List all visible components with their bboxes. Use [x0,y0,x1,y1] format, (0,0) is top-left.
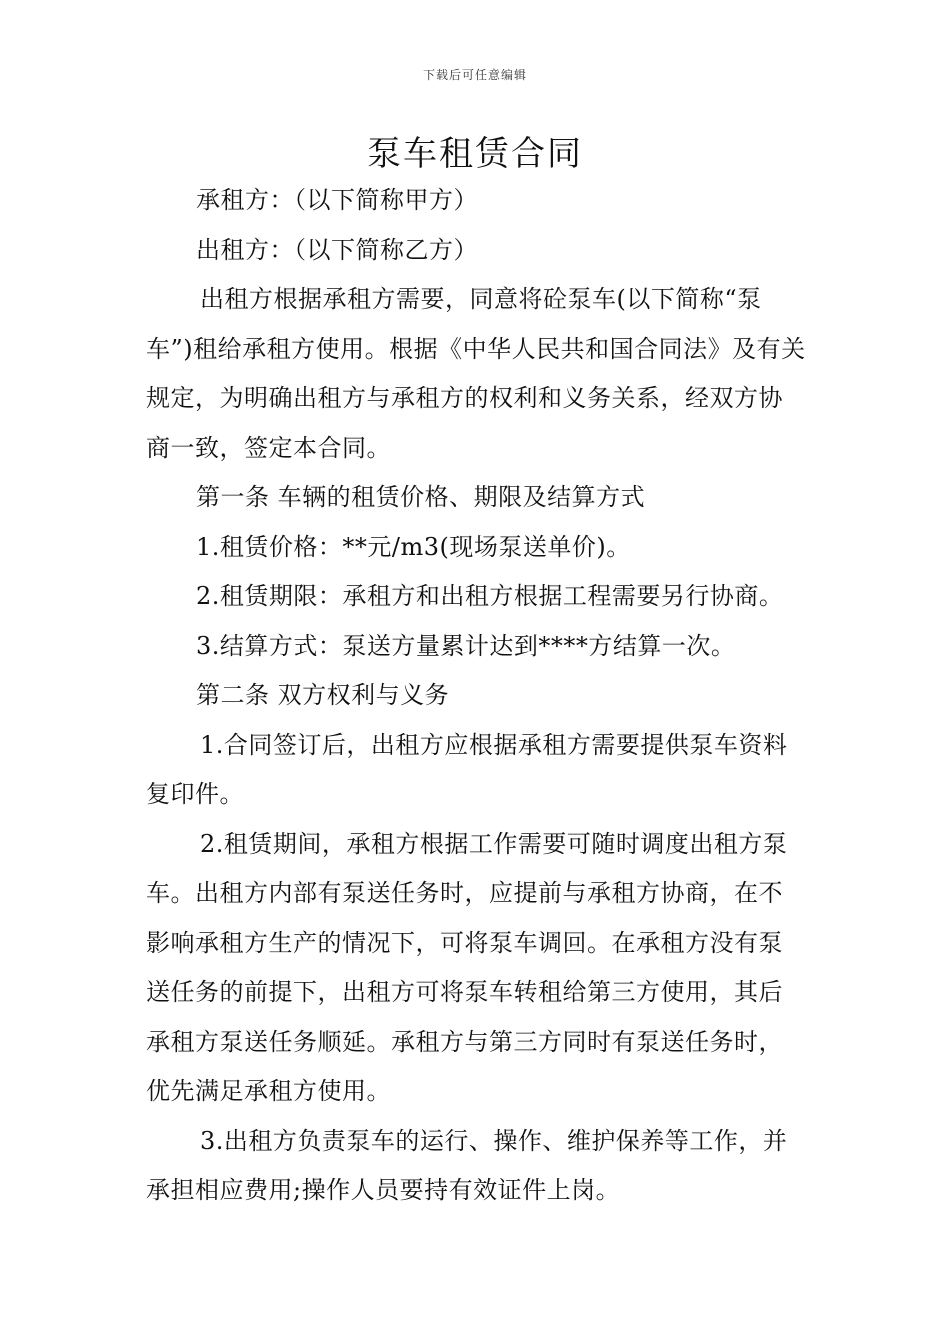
article-1-item-3: 3.结算方式：泵送方量累计达到****方结算一次。 [196,631,736,660]
article-2-heading: 第二条 双方权利与义务 [196,681,450,709]
page-header-note: 下载后可任意编辑 [422,68,527,82]
article-2-item-3: 3.出租方负责泵车的运行、操作、维护保养等工作，并承担相应费用;操作人员要持有效证件上岗。 [146,1126,788,1204]
article-1-item-1: 1.租赁价格：**元/m3(现场泵送单价)。 [196,532,631,561]
party-lessee-line: 承租方：（以下简称甲方） [196,186,478,214]
document-body [146,176,806,1216]
intro-paragraph: 出租方根据承租方需要，同意将砼泵车(以下简称“泵车”)租给承租方使用。根据《中华人民共和国合同法》及有关规定，为明确出租方与承租方的权利和义务关系，经双方协商一致，签定本合同。 [146,285,806,462]
article-1-heading: 第一条 车辆的租赁价格、期限及结算方式 [196,483,646,511]
article-1-item-2: 2.租赁期限：承租方和出租方根据工程需要另行协商。 [196,582,784,610]
party-lessor-line: 出租方：（以下简称乙方） [196,235,478,264]
article-2-item-1: 1.合同签订后，出租方应根据承租方需要提供泵车资料复印件。 [146,730,788,808]
document-title: 泵车租赁合同 [367,134,583,174]
article-2-item-2: 2.租赁期间，承租方根据工作需要可随时调度出租方泵车。出租方内部有泵送任务时，应提前与承租方协商，在不影响承租方生产的情况下，可将泵车调回。在承租方没有泵送任务的前提下，出租方可将泵车转租给第三方使用，其后承租方泵送任务顺延。承租方与第三方同时有泵送任务时，优先满足承租方使用。 [146,829,788,1105]
